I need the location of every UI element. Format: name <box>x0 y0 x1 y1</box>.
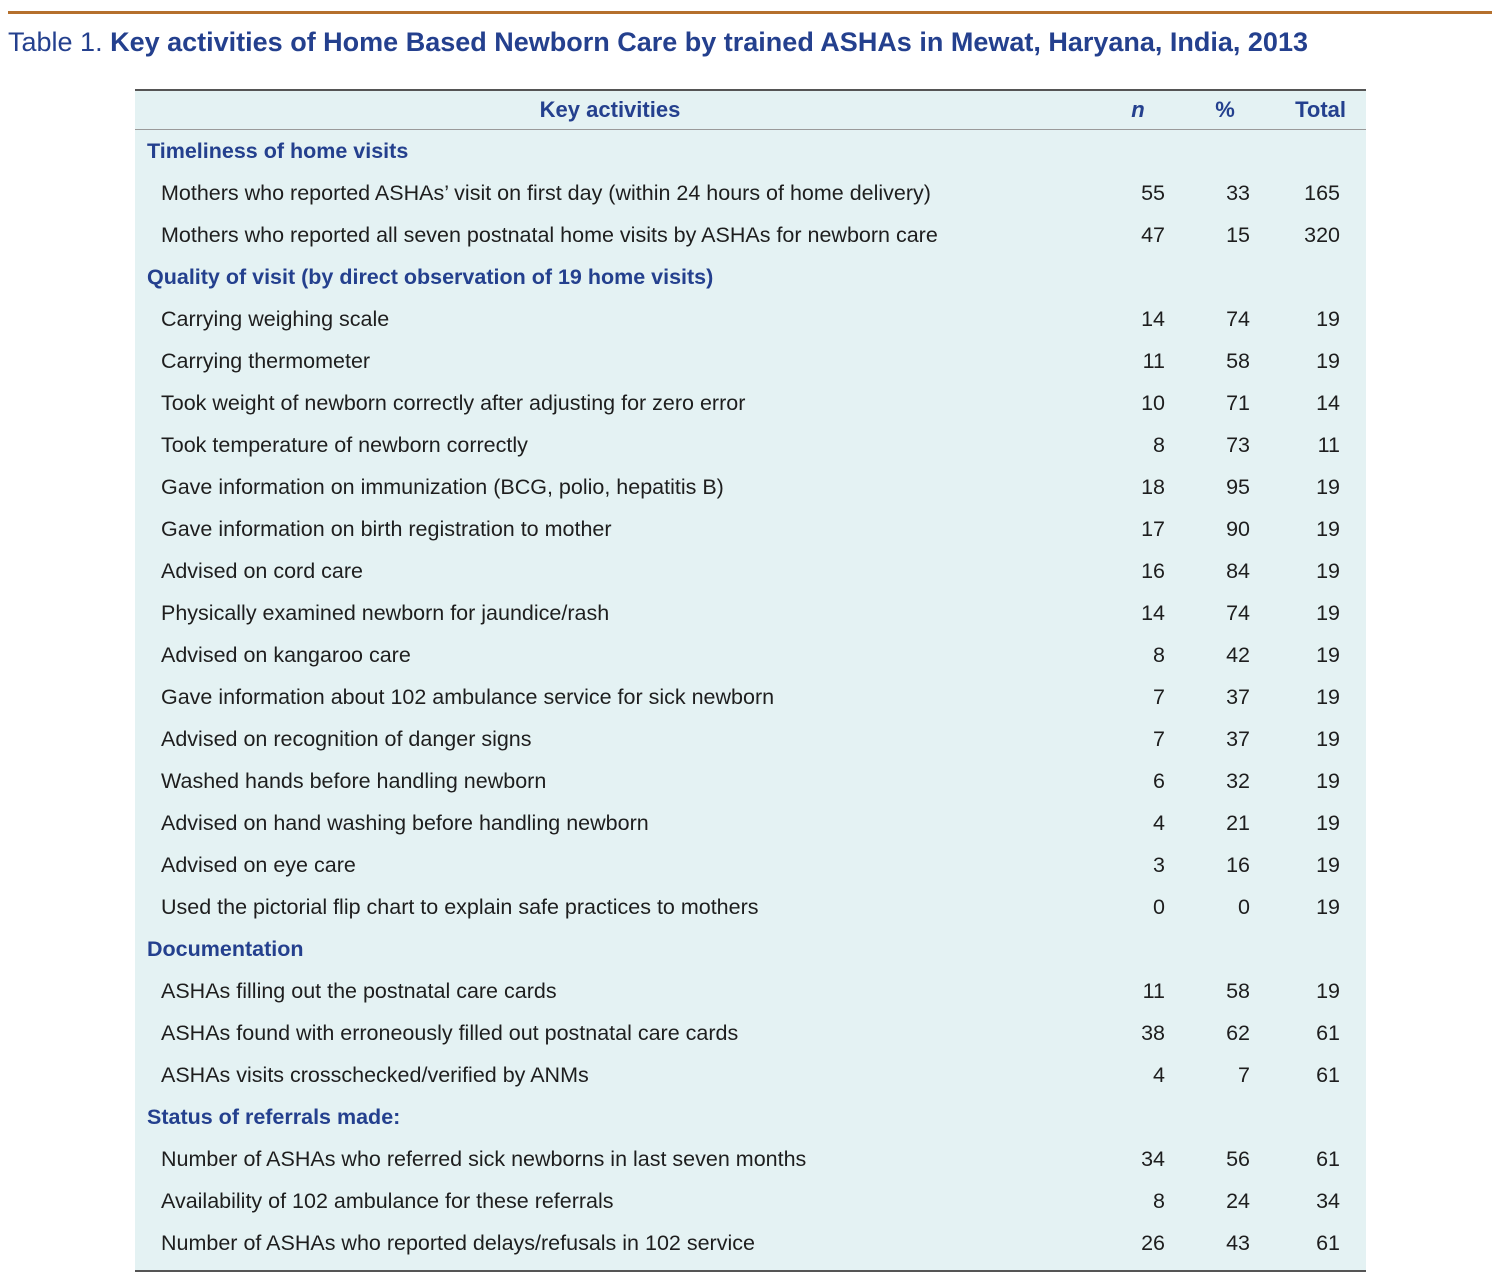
cell-activity: Mothers who reported all seven postnatal home visits by ASHAs for newborn care <box>161 222 938 247</box>
cell-percent: 15 <box>1226 222 1250 247</box>
cell-total: 61 <box>1316 1230 1340 1255</box>
cell-total: 19 <box>1316 516 1340 541</box>
cell-percent: 73 <box>1226 432 1250 457</box>
cell-n: 10 <box>1141 390 1165 415</box>
table-caption-label: Table 1. <box>8 27 103 57</box>
cell-total: 61 <box>1316 1146 1340 1171</box>
header-key-activities: Key activities <box>135 91 1085 130</box>
cell-total: 19 <box>1316 600 1340 625</box>
cell-activity: Advised on cord care <box>161 558 363 583</box>
table-row <box>135 1138 1366 1180</box>
table-row <box>135 718 1366 760</box>
cell-n: 18 <box>1141 474 1165 499</box>
header-total: Total <box>1273 91 1366 130</box>
cell-n: 0 <box>1153 894 1165 919</box>
table-body <box>135 130 1366 1265</box>
cell-n: 8 <box>1153 432 1165 457</box>
cell-activity: Advised on recognition of danger signs <box>161 726 532 751</box>
cell-total: 11 <box>1317 432 1340 457</box>
cell-activity: Number of ASHAs who reported delays/refusals in 102 service <box>161 1230 755 1255</box>
cell-total: 19 <box>1316 558 1340 583</box>
cell-activity: Advised on kangaroo care <box>161 642 411 667</box>
cell-percent: 21 <box>1226 810 1250 835</box>
table-row <box>135 970 1366 1012</box>
cell-activity: Carrying thermometer <box>161 348 371 373</box>
cell-percent: 95 <box>1226 474 1250 499</box>
table-row <box>135 592 1366 634</box>
cell-percent: 58 <box>1226 348 1250 373</box>
cell-total: 61 <box>1316 1062 1340 1087</box>
cell-total: 165 <box>1304 180 1340 205</box>
top-rule <box>8 11 1492 14</box>
cell-n: 6 <box>1153 768 1165 793</box>
cell-n: 11 <box>1142 348 1165 373</box>
cell-activity: Advised on hand washing before handling newborn <box>161 810 649 835</box>
cell-percent: 84 <box>1226 558 1250 583</box>
table-row <box>135 1222 1366 1264</box>
table-row <box>135 550 1366 592</box>
cell-total: 19 <box>1316 768 1340 793</box>
cell-n: 8 <box>1153 642 1165 667</box>
cell-activity: Took temperature of newborn correctly <box>161 432 528 457</box>
cell-total: 14 <box>1316 390 1340 415</box>
cell-n: 47 <box>1141 222 1165 247</box>
cell-total: 61 <box>1316 1020 1340 1045</box>
section-title: Status of referrals made: <box>147 1104 401 1129</box>
cell-n: 7 <box>1153 726 1165 751</box>
table-row <box>135 172 1366 214</box>
cell-activity: Advised on eye care <box>161 852 356 877</box>
cell-activity: Number of ASHAs who referred sick newborns in last seven months <box>161 1146 807 1171</box>
cell-percent: 62 <box>1226 1020 1250 1045</box>
cell-percent: 56 <box>1226 1146 1250 1171</box>
section-title: Timeliness of home visits <box>147 138 409 163</box>
cell-percent: 32 <box>1226 768 1250 793</box>
cell-percent: 37 <box>1226 684 1250 709</box>
data-table-container <box>135 89 1366 1272</box>
table-row <box>135 802 1366 844</box>
table-row <box>135 844 1366 886</box>
table-row <box>135 424 1366 466</box>
cell-n: 34 <box>1141 1146 1165 1171</box>
table-row <box>135 1012 1366 1054</box>
cell-percent: 58 <box>1226 978 1250 1003</box>
cell-n: 16 <box>1141 558 1165 583</box>
table-caption-title: Key activities of Home Based Newborn Care by trained ASHAs in Mewat, Haryana, India, 2013 <box>110 27 1308 57</box>
cell-activity: ASHAs visits crosschecked/verified by ANMs <box>161 1062 589 1087</box>
cell-n: 14 <box>1141 306 1165 331</box>
cell-percent: 74 <box>1226 306 1250 331</box>
table-header-row <box>135 91 1366 130</box>
cell-n: 4 <box>1153 810 1165 835</box>
table-row <box>135 466 1366 508</box>
section-title: Documentation <box>147 936 304 961</box>
cell-activity: Used the pictorial flip chart to explain safe practices to mothers <box>161 894 759 919</box>
cell-activity: Carrying weighing scale <box>161 306 390 331</box>
cell-n: 17 <box>1141 516 1165 541</box>
table-caption <box>8 24 1308 60</box>
cell-activity: ASHAs filling out the postnatal care cards <box>161 978 557 1003</box>
cell-percent: 7 <box>1238 1062 1250 1087</box>
cell-activity: Took weight of newborn correctly after adjusting for zero error <box>161 390 746 415</box>
table-row <box>135 676 1366 718</box>
table-row <box>135 340 1366 382</box>
cell-total: 19 <box>1316 852 1340 877</box>
section-title: Quality of visit (by direct observation of 19 home visits) <box>147 264 714 289</box>
cell-percent: 42 <box>1226 642 1250 667</box>
cell-percent: 16 <box>1226 852 1250 877</box>
section-header-row <box>135 130 1366 173</box>
cell-percent: 24 <box>1226 1188 1250 1213</box>
cell-n: 38 <box>1141 1020 1165 1045</box>
table-row <box>135 214 1366 256</box>
cell-total: 19 <box>1316 306 1340 331</box>
cell-percent: 71 <box>1226 390 1250 415</box>
table-row <box>135 298 1366 340</box>
cell-activity: ASHAs found with erroneously filled out postnatal care cards <box>161 1020 739 1045</box>
cell-percent: 90 <box>1226 516 1250 541</box>
cell-percent: 33 <box>1226 180 1250 205</box>
cell-activity: Mothers who reported ASHAs’ visit on first day (within 24 hours of home delivery) <box>161 180 931 205</box>
cell-total: 19 <box>1316 810 1340 835</box>
table-row <box>135 760 1366 802</box>
cell-total: 19 <box>1316 894 1340 919</box>
cell-n: 8 <box>1153 1188 1165 1213</box>
cell-total: 19 <box>1316 474 1340 499</box>
table-row <box>135 1180 1366 1222</box>
cell-activity: Physically examined newborn for jaundice/rash <box>161 600 610 625</box>
header-n: n <box>1085 91 1177 130</box>
cell-total: 19 <box>1316 726 1340 751</box>
cell-activity: Washed hands before handling newborn <box>161 768 547 793</box>
cell-n: 7 <box>1153 684 1165 709</box>
section-header-row <box>135 1096 1366 1138</box>
cell-n: 3 <box>1153 852 1165 877</box>
cell-activity: Gave information about 102 ambulance service for sick newborn <box>161 684 775 709</box>
cell-n: 14 <box>1141 600 1165 625</box>
cell-activity: Gave information on immunization (BCG, polio, hepatitis B) <box>161 474 724 499</box>
cell-n: 55 <box>1141 180 1165 205</box>
cell-activity: Availability of 102 ambulance for these referrals <box>161 1188 614 1213</box>
table-row <box>135 508 1366 550</box>
cell-percent: 0 <box>1238 894 1250 919</box>
section-header-row <box>135 256 1366 298</box>
cell-n: 26 <box>1141 1230 1165 1255</box>
cell-n: 11 <box>1142 978 1165 1003</box>
cell-percent: 37 <box>1226 726 1250 751</box>
cell-total: 34 <box>1316 1188 1340 1213</box>
cell-total: 19 <box>1316 684 1340 709</box>
cell-activity: Gave information on birth registration to mother <box>161 516 612 541</box>
cell-total: 19 <box>1316 642 1340 667</box>
table-row <box>135 634 1366 676</box>
cell-percent: 74 <box>1226 600 1250 625</box>
table-row <box>135 886 1366 928</box>
cell-total: 320 <box>1304 222 1340 247</box>
header-percent: % <box>1177 91 1273 130</box>
section-header-row <box>135 928 1366 970</box>
cell-total: 19 <box>1316 978 1340 1003</box>
cell-n: 4 <box>1153 1062 1165 1087</box>
table-row <box>135 1054 1366 1096</box>
table-row <box>135 382 1366 424</box>
cell-percent: 43 <box>1226 1230 1250 1255</box>
cell-total: 19 <box>1316 348 1340 373</box>
data-table <box>135 91 1366 1264</box>
